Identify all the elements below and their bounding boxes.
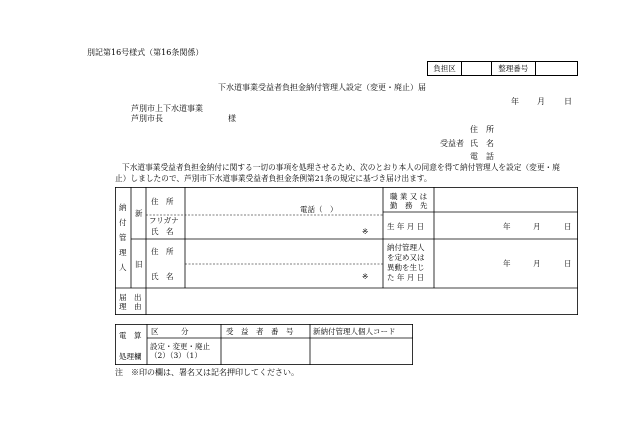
- section-label-vertical: 納付管理人: [119, 203, 127, 272]
- change-date-year: 年: [503, 259, 511, 268]
- change-date-label-2: を定め又は: [387, 253, 425, 262]
- processing-label: 処理欄: [119, 352, 142, 361]
- occupation-label-2: 勤 務 先: [390, 201, 428, 210]
- applicant-name-label: 氏 名: [470, 139, 494, 148]
- reference-number-label: 整理番号: [491, 62, 535, 76]
- main-table-grid: [115, 187, 578, 315]
- addressee-line2: 芦別市長: [131, 114, 163, 123]
- new-admin-code-header: 新納付管理人個人コード: [313, 327, 396, 336]
- burden-area-label: 負担区: [428, 62, 462, 76]
- office-label: 電 算: [119, 331, 142, 340]
- change-date-label-4: た 年 月 日: [387, 273, 425, 282]
- change-date-label-3: 異動を生じ: [387, 263, 425, 272]
- date-day: 日: [564, 97, 572, 106]
- form-number: 別記第16号様式（第16条関係）: [87, 48, 204, 57]
- main-table: [115, 187, 578, 315]
- page-title: 下水道事業受益者負担金納付管理人設定（変更・廃止）届: [218, 83, 426, 92]
- reason-label-1: 届 出: [119, 293, 142, 302]
- new-address-label: 住 所: [151, 197, 174, 206]
- options-line1: 設定・変更・廃止: [150, 342, 210, 351]
- date-year: 年: [511, 97, 519, 106]
- addressee-honorific: 様: [228, 114, 236, 123]
- old-address-label: 住 所: [151, 247, 174, 256]
- section-header: 区 分: [151, 327, 189, 336]
- birthdate-year: 年: [503, 222, 511, 231]
- beneficiary-number-header: 受 益 者 番 号: [226, 327, 294, 336]
- new-name-label: 氏 名: [151, 227, 174, 236]
- footnote: 注 ※印の欄は、署名又は記名押印してください。: [115, 368, 299, 377]
- change-date-label-1: 納付管理人: [387, 243, 425, 252]
- date-month: 月: [537, 97, 545, 106]
- applicant-address-label: 住 所: [470, 125, 494, 134]
- reason-label-2: 理 由: [119, 302, 142, 311]
- change-date-day: 日: [564, 259, 572, 268]
- old-name-label: 氏 名: [151, 272, 174, 281]
- birthdate-label: 生 年 月 日: [387, 222, 425, 231]
- change-date-month: 月: [533, 259, 541, 268]
- addressee-line1: 芦別市上下水道事業: [131, 104, 203, 113]
- birthdate-month: 月: [533, 222, 541, 231]
- new-furigana-label: フリガナ: [149, 216, 179, 225]
- new-phone-label: 電話（ ）: [300, 205, 338, 214]
- office-table: [115, 324, 413, 365]
- new-seal-mark: ※: [362, 227, 369, 236]
- burden-area-field[interactable]: [462, 62, 492, 76]
- applicant-beneficiary-label: 受益者: [440, 139, 464, 148]
- occupation-label-1: 職 業 又 は: [390, 192, 428, 201]
- body-text-line2: 止）しましたので、芦別市下水道事業受益者負担金条例第21条の規定に基づき届け出ます。: [115, 174, 432, 183]
- reference-number-field[interactable]: [535, 62, 577, 76]
- header-id-table: [427, 61, 578, 76]
- body-text-line1: 下水道事業受益者負担金納付に関する一切の事項を処理させるため、次のとおり本人の同意を得て納付管理人を設定（変更・廃: [122, 163, 560, 172]
- old-seal-mark: ※: [362, 272, 369, 281]
- new-label: 新: [135, 209, 143, 218]
- options-line2: （2）（3）（1）: [150, 351, 202, 360]
- old-label: 旧: [135, 260, 143, 269]
- birthdate-day: 日: [564, 222, 572, 231]
- applicant-phone-label: 電 話: [470, 152, 494, 161]
